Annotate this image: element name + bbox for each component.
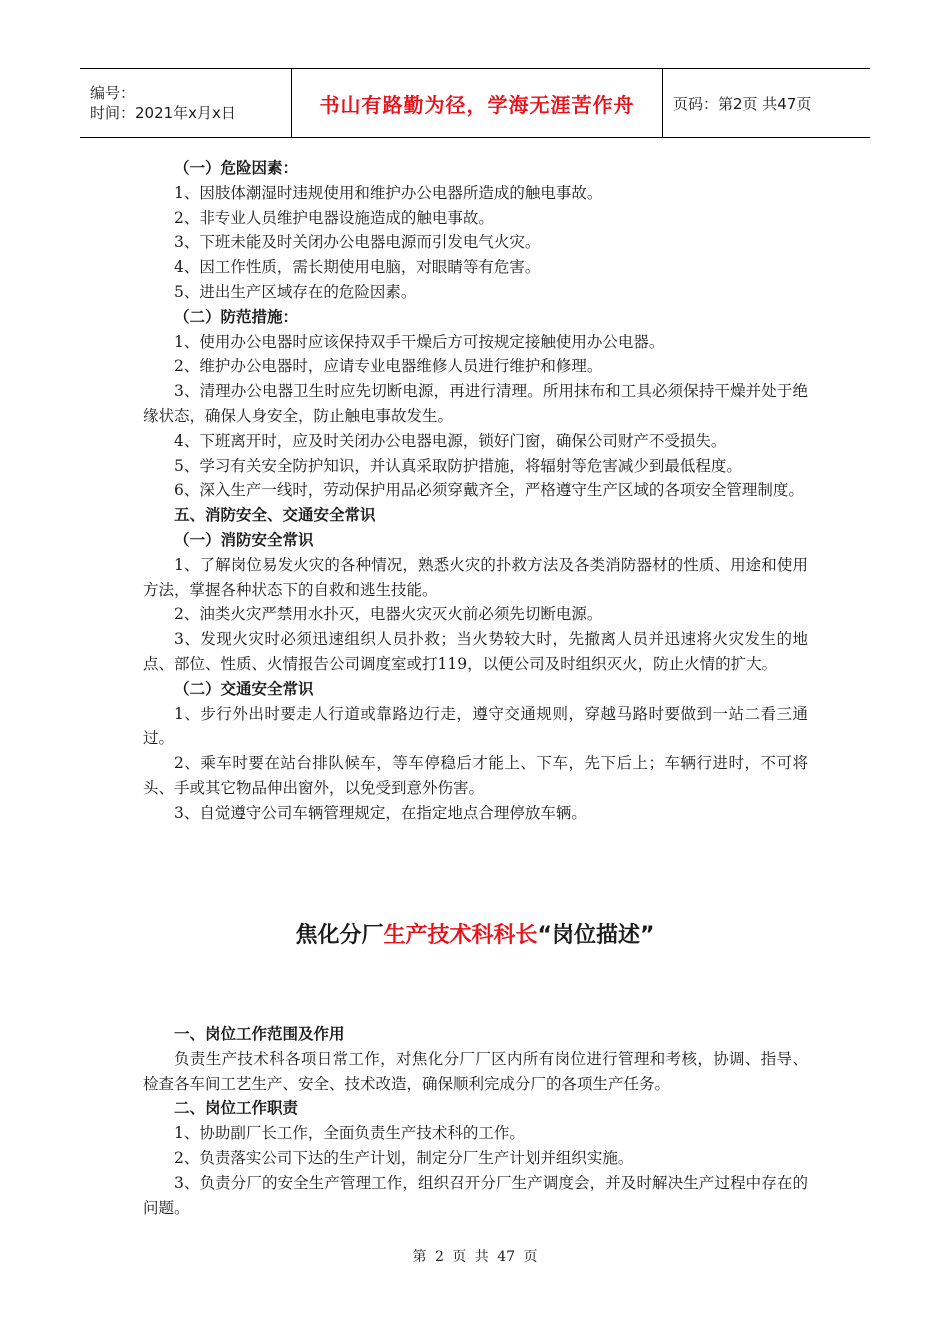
scope-heading: 一、岗位工作范围及作用 xyxy=(174,1024,345,1043)
safety-section xyxy=(143,156,808,826)
danger-item: 4、因工作性质，需长期使用电脑，对眼睛等有危害。 xyxy=(174,258,541,277)
duties-item: 3、负责分厂的安全生产管理工作，组织召开分厂生产调度会，并及时解决生产过程中存在的问题。 xyxy=(143,1173,808,1217)
scope-text: 负责生产技术科各项日常工作，对焦化分厂厂区内所有岗位进行管理和考核，协调、指导、检查各车间工艺生产、安全、技术改造，确保顺利完成分厂的各项生产任务。 xyxy=(143,1049,808,1093)
job-description-section xyxy=(143,1022,808,1220)
title-highlight: 生产技术科科长 xyxy=(383,923,538,948)
danger-item: 3、下班未能及时关闭办公电器电源而引发电气火灾。 xyxy=(174,233,541,252)
header-page-info xyxy=(663,69,811,137)
page-footer xyxy=(0,1246,950,1266)
danger-item: 5、进出生产区域存在的危险因素。 xyxy=(174,282,417,301)
page-header xyxy=(80,68,870,138)
traffic-item: 2、乘车时要在站台排队候车，等车停稳后才能上、下车，先下后上；车辆行进时，不可将头、手或其它物品伸出窗外，以免受到意外伤害。 xyxy=(143,754,808,797)
danger-item: 1、因肢体潮湿时违规使用和维护办公电器所造成的触电事故。 xyxy=(174,183,603,202)
date-label: 时间：2021年x月x日 xyxy=(90,104,236,122)
title-suffix: “岗位描述” xyxy=(537,923,655,948)
measures-item: 6、深入生产一线时，劳动保护用品必须穿戴齐全，严格遵守生产区域的各项安全管理制度。 xyxy=(174,481,804,500)
measures-item: 2、维护办公电器时，应请专业电器维修人员进行维护和修理。 xyxy=(174,357,603,376)
measures-item: 4、下班离开时，应及时关闭办公电器电源，锁好门窗，确保公司财产不受损失。 xyxy=(174,431,727,450)
measures-item: 1、使用办公电器时应该保持双手干燥后方可按规定接触使用办公电器。 xyxy=(174,332,665,351)
header-meta xyxy=(80,69,292,137)
measures-heading: （二）防范措施： xyxy=(174,306,299,326)
duties-item: 2、负责落实公司下达的生产计划，制定分厂生产计划并组织实施。 xyxy=(174,1148,634,1167)
duties-item: 1、协助副厂长工作，全面负责生产技术科的工作。 xyxy=(174,1124,525,1143)
fire-heading: （一）消防安全常识 xyxy=(174,529,314,549)
measures-item: 3、清理办公电器卫生时应先切断电源，再进行清理。所用抹布和工具必须保持干燥并处于绝缘状态，确保人身安全，防止触电事故发生。 xyxy=(143,382,808,425)
fire-item: 1、了解岗位易发火灾的各种情况，熟悉火灾的扑救方法及各类消防器材的性质、用途和使用方法，掌握各种状态下的自救和逃生技能。 xyxy=(143,555,808,599)
fire-item: 2、油类火灾严禁用水扑灭，电器火灾灭火前必须先切断电源。 xyxy=(174,605,603,624)
page-info-text: 页码：第2页 共47页 xyxy=(673,94,812,113)
danger-item: 2、非专业人员维护电器设施造成的触电事故。 xyxy=(174,208,494,227)
danger-heading: （一）危险因素： xyxy=(174,158,299,177)
fire-item: 3、发现火灾时必须迅速组织人员扑救；当火势较大时，先撤离人员并迅速将火灾发生的地点、部位、性质、火情报告公司调度室或打119，以便公司及时组织灭火，防止火情的扩大。 xyxy=(143,630,808,673)
fire-traffic-heading: 五、消防安全、交通安全常识 xyxy=(174,505,376,525)
header-motto: 书山有路勤为径，学海无涯苦作舟 xyxy=(319,92,635,117)
duties-heading: 二、岗位工作职责 xyxy=(174,1098,299,1118)
traffic-item: 3、自觉遵守公司车辆管理规定，在指定地点合理停放车辆。 xyxy=(174,803,587,822)
code-label: 编号： xyxy=(90,84,136,102)
title-prefix: 焦化分厂 xyxy=(295,923,384,948)
traffic-item: 1、步行外出时要走人行道或靠路边行走，遵守交通规则，穿越马路时要做到一站二看三通过。 xyxy=(143,704,808,748)
document-title xyxy=(0,918,950,949)
traffic-heading: （二）交通安全常识 xyxy=(174,678,314,698)
measures-item: 5、学习有关安全防护知识，并认真采取防护措施，将辐射等危害减少到最低程度。 xyxy=(174,456,742,475)
header-motto-cell xyxy=(292,69,663,137)
footer-page-number: 第 2 页 共 47 页 xyxy=(412,1249,538,1265)
